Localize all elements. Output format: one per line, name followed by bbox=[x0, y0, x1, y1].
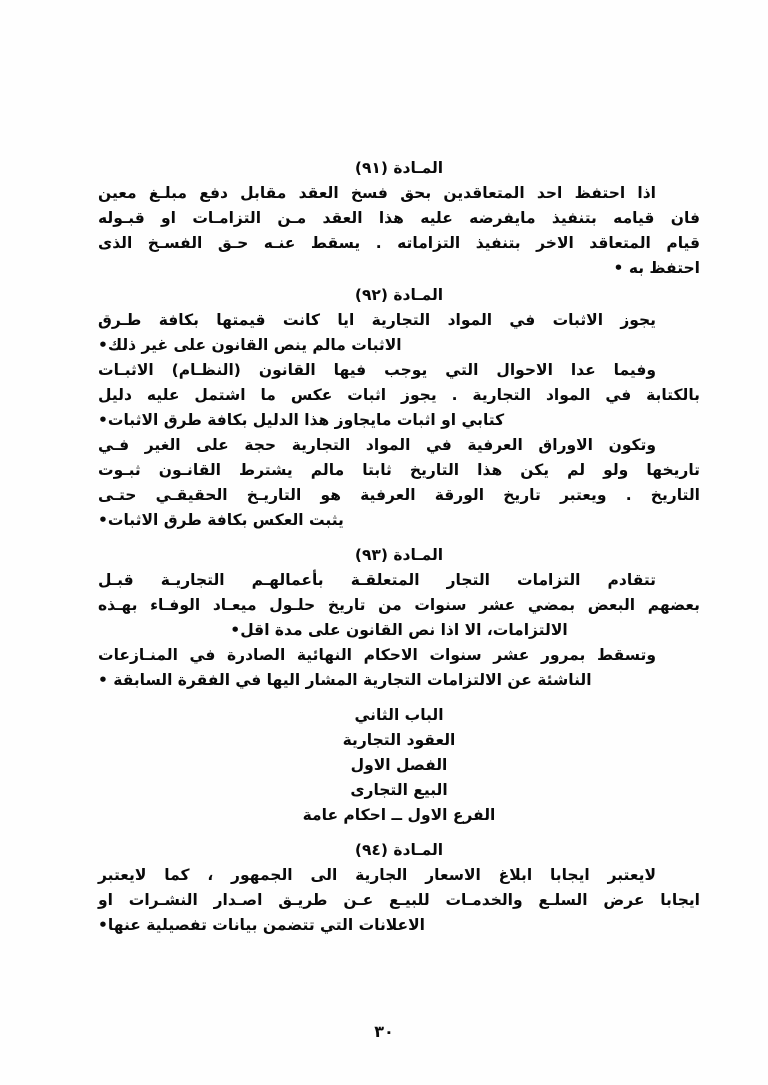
part-subject-heading: العقود التجارية bbox=[342, 731, 456, 749]
article-94-title: المـادة (٩٤) bbox=[354, 841, 444, 859]
text-line: يثبت العكس بكافة طرق الاثبات• bbox=[98, 511, 344, 529]
text-line: بالكتابة في المواد التجارية . يجوز اثبات عكس ما اشتمل عليه دليل bbox=[98, 386, 700, 404]
text-line: الاثبات مالم ينص القانون على غير ذلك• bbox=[98, 336, 402, 354]
text-line: فان قيامه بتنفيذ مايفرضه عليه هذا العقد مـن التزامـات او قبـوله bbox=[98, 209, 700, 227]
page-number: ٣٠ bbox=[374, 1022, 394, 1041]
article-93-title: المـادة (٩٣) bbox=[354, 546, 444, 564]
text-line: الالتزامات، الا اذا نص القانون على مدة اقل• bbox=[230, 621, 568, 639]
text-line: بعضهم البعض بمضي عشر سنوات من تاريخ حلـول ميعـاد الوفـاء بهـذه bbox=[98, 596, 700, 614]
text-line: تتقادم التزامات التجار المتعلقـة بأعمالهـم التجاريـة قبـل bbox=[98, 571, 656, 589]
article-92-title: المـادة (٩٢) bbox=[354, 286, 444, 304]
text-line: الناشئة عن الالتزامات التجارية المشار اليها في الفقرة السابقة • bbox=[98, 671, 592, 689]
part-heading: الباب الثاني bbox=[354, 706, 444, 724]
article-91-paragraph bbox=[98, 181, 700, 281]
chapter-subject-heading: البيع التجارى bbox=[350, 781, 448, 799]
article-92 bbox=[98, 283, 700, 533]
text-line: اذا احتفظ احد المتعاقدين بحق فسخ العقد مقابل دفع مبلـغ معين bbox=[98, 184, 656, 202]
article-92-paragraph-3 bbox=[98, 433, 700, 533]
text-line: قيام المتعاقد الاخر بتنفيذ التزاماته . يسقط عنـه حـق الفسـخ الذى bbox=[98, 234, 700, 252]
text-line: لايعتبر ايجابا ابلاغ الاسعار الجارية الى الجمهور ، كما لايعتبر bbox=[98, 866, 656, 884]
text-line: وتسقط بمرور عشر سنوات الاحكام النهائية الصادرة في المنـازعات bbox=[98, 646, 656, 664]
text-line: يجوز الاثبات في المواد التجارية ايا كانت قيمتها بكافة طـرق bbox=[98, 311, 656, 329]
article-93-paragraph-2 bbox=[98, 643, 700, 693]
text-line: وفيما عدا الاحوال التي يوجب فيها القانون (النظـام) الاثبـات bbox=[98, 361, 656, 379]
section-headings bbox=[98, 703, 700, 828]
article-93 bbox=[98, 543, 700, 693]
text-line: تاريخها ولو لم يكن هذا التاريخ ثابتا مالم يشترط القانـون ثبـوت bbox=[98, 461, 700, 479]
text-line: التاريخ . ويعتبر تاريخ الورقة العرفية هو التاريـخ الحقيقـي حتـى bbox=[98, 486, 700, 504]
text-column bbox=[98, 156, 700, 938]
article-92-paragraph-2 bbox=[98, 358, 700, 433]
text-line: وتكون الاوراق العرفية في المواد التجارية حجة على الغير فـي bbox=[98, 436, 656, 454]
article-91 bbox=[98, 156, 700, 281]
text-line: الاعلانات التي تتضمن بيانات تفصيلية عنها• bbox=[98, 916, 425, 934]
chapter-heading: الفصل الاول bbox=[350, 756, 448, 774]
article-92-paragraph-1 bbox=[98, 308, 700, 358]
article-94-paragraph bbox=[98, 863, 700, 938]
text-line: كتابي او اثبات مايجاوز هذا الدليل بكافة طرق الاثبات• bbox=[98, 411, 505, 429]
text-line: ايجابا عرض السلـع والخدمـات للبيـع عـن طريـق اصـدار النشـرات او bbox=[98, 891, 700, 909]
article-94 bbox=[98, 838, 700, 938]
text-line: احتفظ به • bbox=[613, 259, 700, 277]
branch-heading: الفرع الاول ــ احكام عامة bbox=[302, 806, 496, 824]
article-91-title: المـادة (٩١) bbox=[354, 159, 444, 177]
article-93-paragraph-1 bbox=[98, 568, 700, 643]
